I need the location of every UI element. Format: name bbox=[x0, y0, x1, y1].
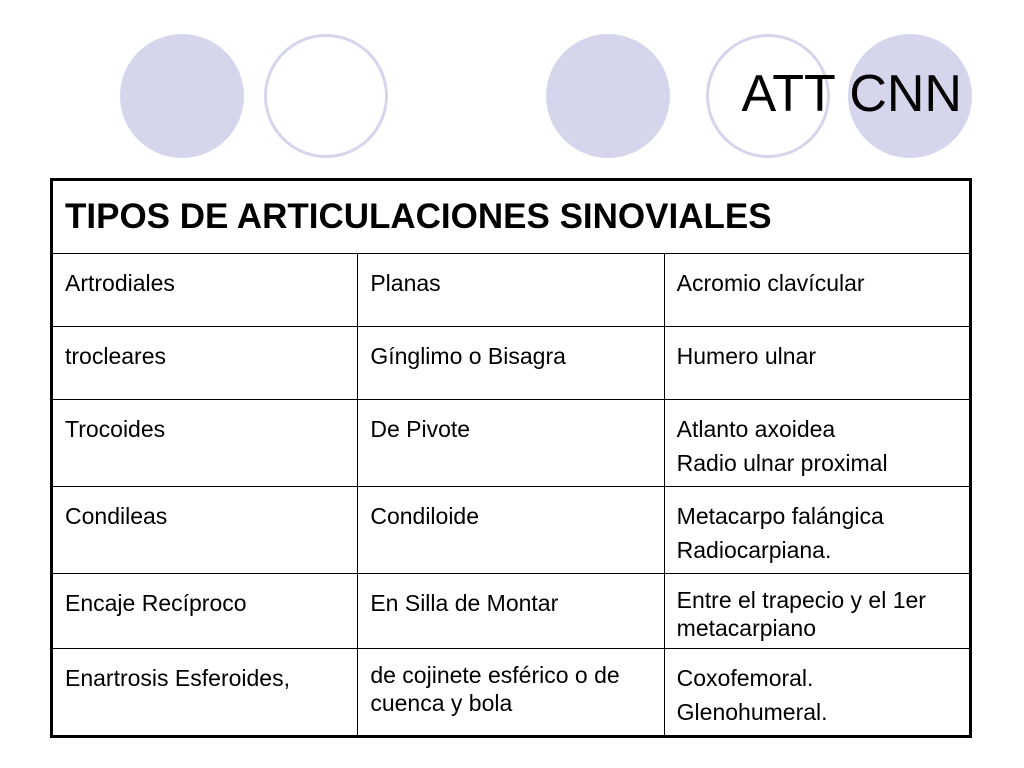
joint-type-cell: Artrodiales bbox=[52, 254, 358, 327]
synovial-joints-table bbox=[50, 178, 972, 738]
table-row bbox=[52, 487, 971, 574]
joint-kind-cell: En Silla de Montar bbox=[358, 574, 664, 649]
example-line: Glenohumeral. bbox=[676, 699, 828, 725]
table-row bbox=[52, 254, 971, 327]
decorative-circle-ring bbox=[264, 34, 388, 158]
joint-kind-cell bbox=[358, 649, 664, 737]
joint-type-cell: trocleares bbox=[52, 327, 358, 400]
table-header-row bbox=[52, 180, 971, 254]
joint-kind-text: de cojinete esférico o de cuenca y bola bbox=[370, 662, 620, 716]
joint-type-cell: Trocoides bbox=[52, 400, 358, 487]
example-line: Radiocarpiana. bbox=[676, 537, 832, 563]
decorative-circle-filled bbox=[546, 34, 670, 158]
example-line: Radio ulnar proximal bbox=[676, 450, 888, 476]
joint-type-cell: Encaje Recíproco bbox=[52, 574, 358, 649]
joint-kind-cell: Planas bbox=[358, 254, 664, 327]
table-row bbox=[52, 574, 971, 649]
table-row bbox=[52, 649, 971, 737]
table-heading: TIPOS DE ARTICULACIONES SINOVIALES bbox=[52, 180, 971, 254]
joint-example-cell bbox=[664, 649, 970, 737]
example-line: Atlanto axoidea bbox=[676, 416, 836, 442]
example-line: Entre el trapecio y el 1er metacarpiano bbox=[676, 587, 926, 641]
example-line: Acromio clavícular bbox=[676, 270, 865, 296]
example-line: Coxofemoral. bbox=[676, 665, 814, 691]
decorative-circle-filled bbox=[120, 34, 244, 158]
joint-example-cell bbox=[664, 327, 970, 400]
joint-example-cell bbox=[664, 254, 970, 327]
joint-kind-cell: Gínglimo o Bisagra bbox=[358, 327, 664, 400]
slide-title: ATT CNN bbox=[741, 65, 962, 123]
table-row bbox=[52, 400, 971, 487]
table-row bbox=[52, 327, 971, 400]
joint-type-cell: Condileas bbox=[52, 487, 358, 574]
joint-example-cell bbox=[664, 400, 970, 487]
joint-example-cell bbox=[664, 487, 970, 574]
example-line: Metacarpo falángica bbox=[676, 503, 884, 529]
example-line: Humero ulnar bbox=[676, 343, 816, 369]
joint-type-cell: Enartrosis Esferoides, bbox=[52, 649, 358, 737]
joint-kind-cell: De Pivote bbox=[358, 400, 664, 487]
joint-example-cell bbox=[664, 574, 970, 649]
joint-kind-cell: Condiloide bbox=[358, 487, 664, 574]
